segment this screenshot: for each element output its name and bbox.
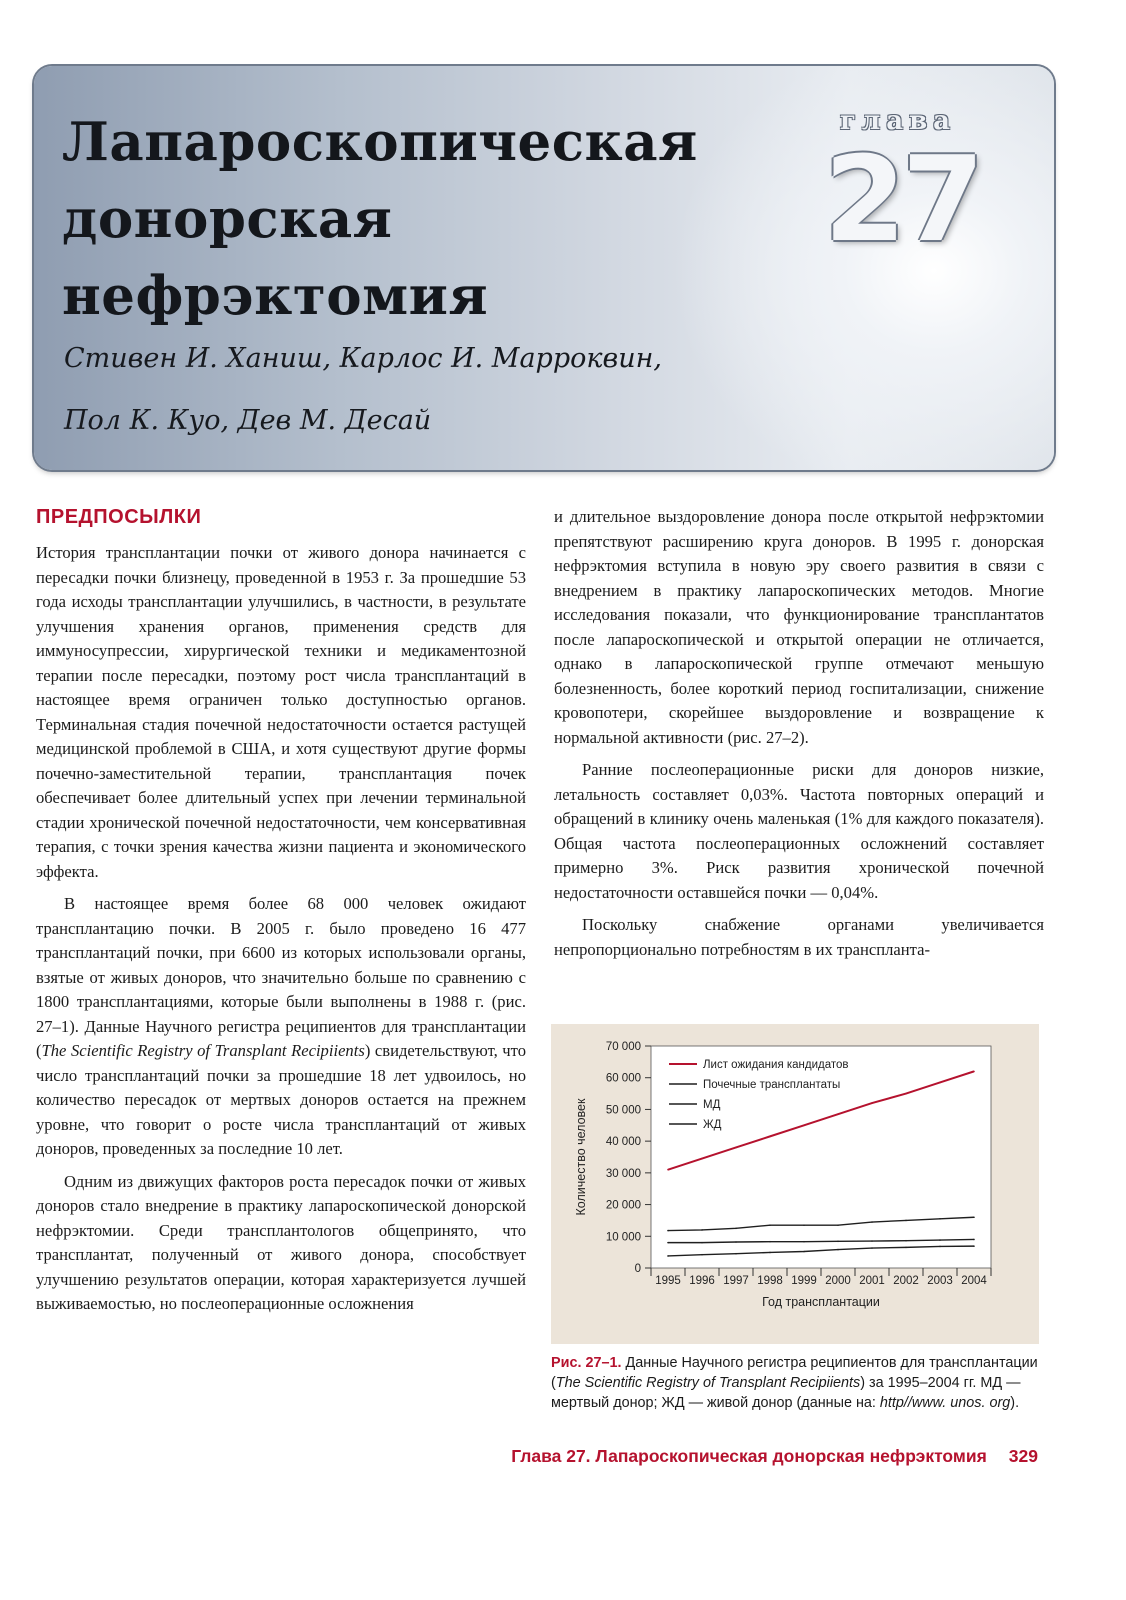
data-point [769,1136,771,1138]
y-tick-label: 40 000 [605,1136,641,1149]
caption-text-1: Данные Научного регистра реципиентов для трансплантации ( [551,1355,1038,1391]
left-column [36,505,526,1325]
line-chart [551,1024,1039,1344]
data-point [735,1253,737,1255]
data-point [905,1093,907,1095]
y-tick-label: 0 [634,1263,641,1275]
data-point [735,1241,737,1243]
chapter-banner [34,66,1054,470]
x-tick-label: 1996 [689,1275,715,1287]
running-title: Глава 27. Лапароскопическая донорская нефрэктомия [511,1446,987,1466]
data-point [769,1224,771,1226]
paragraph-2-end: ) свидетельствуют, что число трансплантаций почки за прошедшие 18 лет удвоилось, но количество пересадок от мертвых доноров остается на прежнем уровне, что говорит о росте числа трансплантаций от живых доноров, проведенных за последние 10 лет. [36,1041,526,1158]
y-tick-label: 10 000 [605,1231,641,1244]
x-tick-label: 2002 [893,1275,919,1287]
data-point [667,1255,669,1257]
x-tick-label: 1999 [791,1275,817,1287]
paragraph-3: Одним из движущих факторов роста пересадок почки от живых доноров стало внедрение в практику лапароскопической донорской нефрэктомии. Среди трансплантологов общепринято, что трансплантат, полученный от живого донора, способствует улучшению результатов операции, которая характеризуется лучшей выживаемостью, но послеоперационные осложнения [36,1171,526,1313]
y-axis-title: Количество человек [574,1098,588,1216]
x-tick-label: 1997 [723,1275,749,1287]
chapter-title-line-3: нефрэктомия [62,265,489,327]
caption-url: http//www. unos. org [879,1395,1011,1411]
y-tick-label: 30 000 [605,1167,641,1180]
data-point [667,1169,669,1171]
data-point [973,1216,975,1218]
data-point [837,1113,839,1115]
data-point [803,1251,805,1253]
data-point [667,1242,669,1244]
data-point [939,1239,941,1241]
paragraph-2-start: В настоящее время более 68 000 человек ожидают трансплантацию почки. В 2005 г. было проведено 16 477 трансплантаций почки, при 6600 из которых использовали органы, взятые от живых доноров, что значительно больше по сравнению с 1800 трансплантациями, которые были выполнены в 1988 г. (рис. 27–1). Данные Научного регистра реципиентов для трансплантации ( [36,894,526,1060]
data-point [973,1239,975,1241]
x-tick-label: 1995 [655,1275,681,1287]
paragraph-6: Поскольку снабжение органами увеличивается непропорционально потребностям в их транспланта- [554,915,1044,959]
y-tick-label: 70 000 [605,1041,641,1053]
paragraph-5: Ранние послеоперационные риски для доноров низкие, летальность составляет 0,03%. Частота повторных операций и обращений в клинику очень маленькая (1% для каждого показателя). Общая частота послеоперационных осложнений составляет примерно 3%. Риск развития хронической почечной недостаточности оставшейся почки — 0,04%. [554,760,1044,902]
data-point [769,1241,771,1243]
x-tick-label: 1998 [757,1275,783,1287]
data-point [973,1245,975,1247]
page-number: 329 [1008,1446,1038,1466]
page-footer [511,1446,1038,1467]
x-tick-label: 2003 [927,1275,953,1287]
paragraph-4: и длительное выздоровление донора после открытой нефрэктомии препятствуют расширению круга доноров. В 1995 г. донорская нефрэктомия вступила в новую эру своего развития в связи с внедрением в практику лапароскопических методов. Многие исследования показали, что функционирование трансплантатов после лапароскопической и открытой операции не отличается, однако в лапароскопической группе отмечают меньшую болезненность, более короткий период госпитализации, снижение кровопотери, скорейшее выздоровление и возвращение к нормальной активности (рис. 27–2). [554,507,1044,747]
x-tick-label: 2004 [961,1275,987,1287]
legend-label: Почечные трансплантаты [703,1079,841,1091]
data-point [735,1228,737,1230]
data-point [769,1252,771,1254]
chapter-title-line-1: Лапароскопическая [62,111,698,173]
legend-label: МД [703,1099,721,1111]
data-point [973,1071,975,1073]
chapter-word: глава [840,106,957,136]
data-point [939,1218,941,1220]
data-point [803,1224,805,1226]
figure-caption [551,1353,1051,1413]
data-point [803,1241,805,1243]
data-point [871,1102,873,1104]
y-tick-label: 60 000 [605,1072,641,1085]
caption-label: Рис. 27–1. [551,1355,622,1371]
authors-line-2: Пол К. Куо, Дев М. Десай [64,405,432,436]
paragraph-1: История трансплантации почки от живого донора начинается с пересадки почки близнецу, проведенной в 1953 г. За прошедшие 53 года исходы трансплантации улучшились, в частности, в результате улучшения хранения органов, применения средств для иммуносупрессии, хирургической техники и медикаментозной терапии после пересадки, поэтому рост числа трансплантаций в настоящее время ограничен только доступностью органов. Терминальная стадия почечной недостаточности остается растущей медицинской проблемой в США, и хотя существуют другие формы почечно-заместительной терапии, трансплантация почек обеспечивает более длительный успех при лечении терминальной стадии хронической почечной недостаточности, чем консервативная терапия, с точки зрения качества жизни пациента и экономического эффекта. [36,543,526,881]
right-column [554,505,1044,970]
data-point [871,1247,873,1249]
legend-label: Лист ожидания кандидатов [703,1059,849,1071]
chapter-authors [64,328,764,452]
paragraph-2 [36,892,526,1162]
data-point [701,1229,703,1231]
x-tick-label: 2000 [825,1275,851,1287]
data-point [837,1224,839,1226]
legend-label: ЖД [703,1119,722,1131]
data-point [701,1254,703,1256]
data-point [701,1158,703,1160]
data-point [871,1240,873,1242]
data-point [735,1147,737,1149]
x-tick-label: 2001 [859,1275,885,1287]
data-point [939,1246,941,1248]
data-point [667,1230,669,1232]
x-axis-title: Год трансплантации [762,1295,880,1309]
authors-line-1: Стивен И. Ханиш, Карлос И. Марроквин, [64,343,662,374]
section-heading: ПРЕДПОСЫЛКИ [36,506,202,528]
y-tick-label: 50 000 [605,1104,641,1117]
data-point [871,1221,873,1223]
caption-registry: The Scientific Registry of Transplant Recipiients [555,1375,861,1391]
data-point [837,1241,839,1243]
data-point [905,1240,907,1242]
figure-27-1 [551,1024,1039,1344]
data-point [837,1249,839,1251]
data-point [905,1220,907,1222]
chapter-number: 27 [824,130,981,268]
data-point [803,1124,805,1126]
caption-text-2: ) за 1995–2004 гг. МД — мертвый донор; ЖД — живой донор (данные на: [551,1375,1021,1411]
chapter-title-line-2: донорская [62,188,393,250]
chapter-title [62,104,702,335]
data-point [701,1242,703,1244]
data-point [905,1247,907,1249]
data-point [939,1082,941,1084]
caption-text-3: ). [1010,1395,1020,1411]
registry-name: The Scientific Registry of Transplant Recipiients [41,1041,365,1060]
y-tick-label: 20 000 [605,1199,641,1212]
